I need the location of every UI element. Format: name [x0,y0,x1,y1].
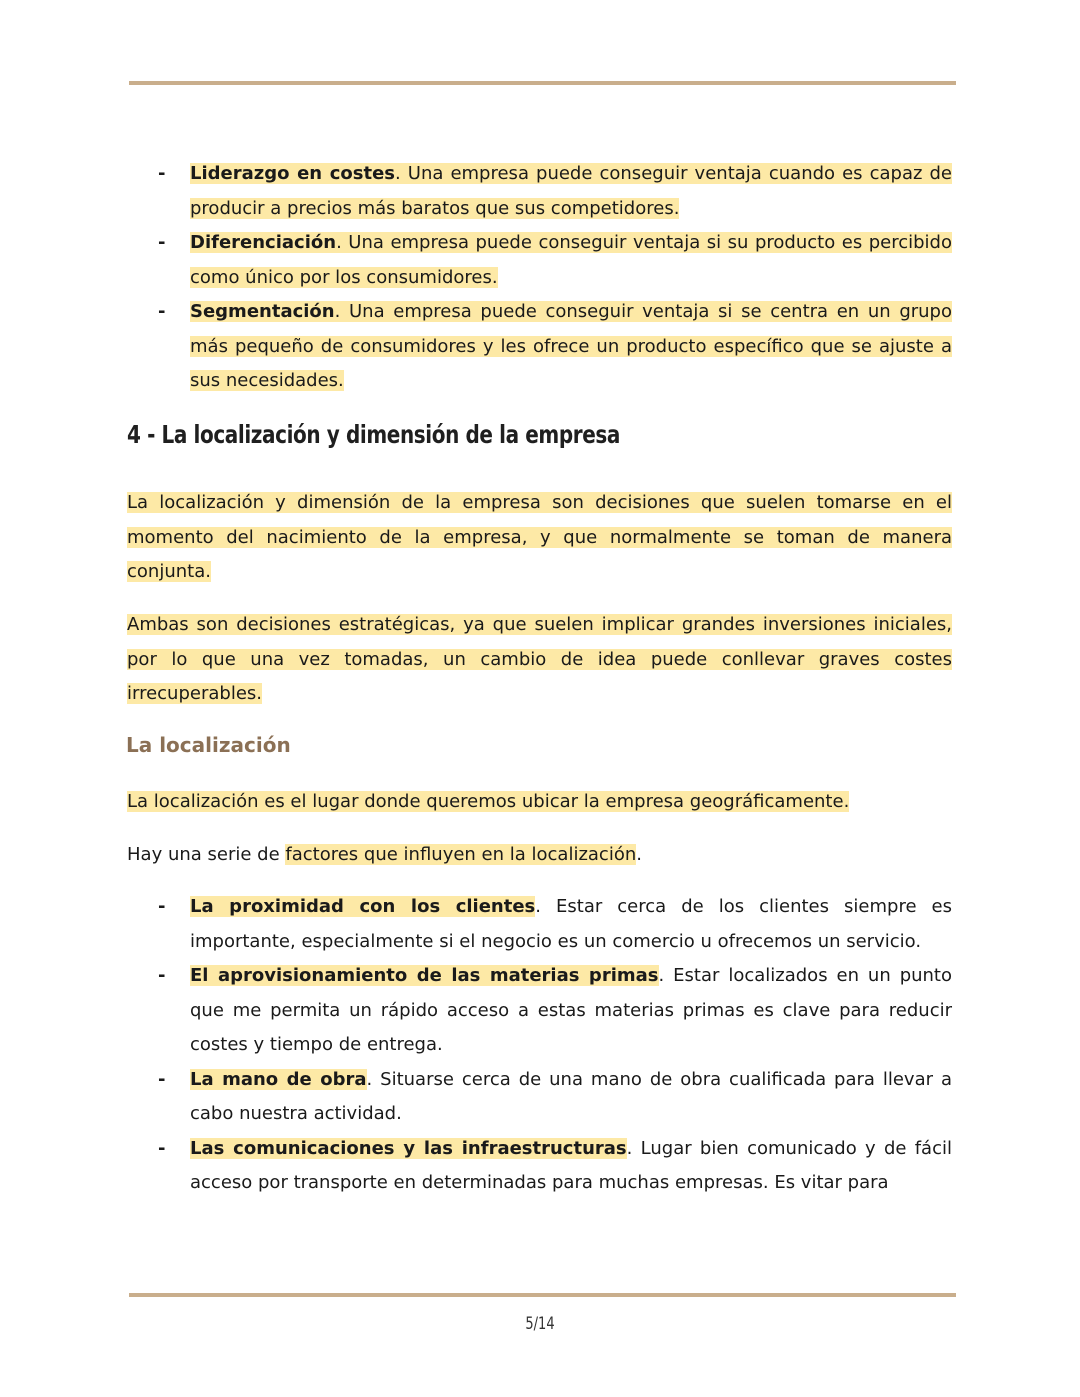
paragraph-text: Hay una serie de [127,844,286,865]
paragraph-text: . [636,844,642,865]
footer-rule [129,1293,956,1297]
list-item-text: . Estar cerca de los clientes siempre es importante, especialmente si el negocio es un comercio u ofrecemos un servicio. [190,896,952,952]
paragraph-text: La localización y dimensión de la empresa son decisiones que suelen tomarse en el momento del nacimiento de la empresa, y que normalmente se toman de manera conjunta. [127,492,952,582]
list-item [127,157,952,226]
paragraph [127,486,952,590]
strategy-list [127,157,952,399]
list-item-text: . Lugar bien comunicado y de fácil acceso por transporte en determinadas para muchas empresas. Es vitar para [190,1137,952,1193]
bullet-dash: - [158,1068,166,1090]
bullet-dash: - [158,163,166,184]
paragraph-text: Ambas son decisiones estratégicas, ya que suelen implicar grandes inversiones iniciales, por lo que una vez tomadas, un cambio de idea puede conllevar graves costes irrecuperables. [127,614,952,704]
list-item [127,959,952,1063]
bullet-dash: - [158,301,166,322]
list-item-term: Liderazgo en costes [190,163,395,184]
paragraph-text: La localización es el lugar donde queremos ubicar la empresa geográficamente. [127,791,850,812]
list-item-text: . Situarse cerca de una mano de obra cualificada para llevar a cabo nuestra actividad. [190,1068,952,1124]
bullet-dash: - [158,232,166,253]
list-item [127,1132,952,1201]
paragraph [127,608,952,712]
factors-list [127,890,952,1201]
bullet-dash: - [158,896,166,917]
header-rule [129,81,956,85]
bullet-dash: - [158,965,166,986]
list-item-text: . Una empresa puede conseguir ventaja si se centra en un grupo más pequeño de consumidores y les ofrece un producto específico que se ajuste a sus necesidades. [190,301,952,391]
list-item-text: . Una empresa puede conseguir ventaja cuando es capaz de producir a precios más baratos que sus competidores. [190,163,953,219]
page-number: 5/14 [525,1314,555,1334]
list-item [127,1063,952,1132]
list-item-text: . Una empresa puede conseguir ventaja si su producto es percibido como único por los consumidores. [190,232,952,288]
list-item-term: Las comunicaciones y las infraestructuras [190,1137,627,1159]
list-item-term: El aprovisionamiento de las materias primas [190,965,659,986]
list-item-text: . Estar localizados en un punto que me permita un rápido acceso a estas materias primas es clave para reducir costes y tiempo de entrega. [190,965,953,1055]
list-item-term: La proximidad con los clientes [190,896,536,917]
section-title: 4 - La localización y dimensión de la empresa [127,420,621,449]
paragraph [127,838,952,873]
list-item-term: La mano de obra [190,1068,367,1090]
list-item [127,295,952,399]
bullet-dash: - [158,1137,166,1159]
paragraph-highlight: factores que influyen en la localización [285,844,637,865]
list-item [127,226,952,295]
list-item [127,890,952,959]
subsection-title: La localización [126,733,291,757]
paragraph [127,785,952,820]
list-item-term: Segmentación [190,301,335,322]
list-item-term: Diferenciación [190,232,337,253]
